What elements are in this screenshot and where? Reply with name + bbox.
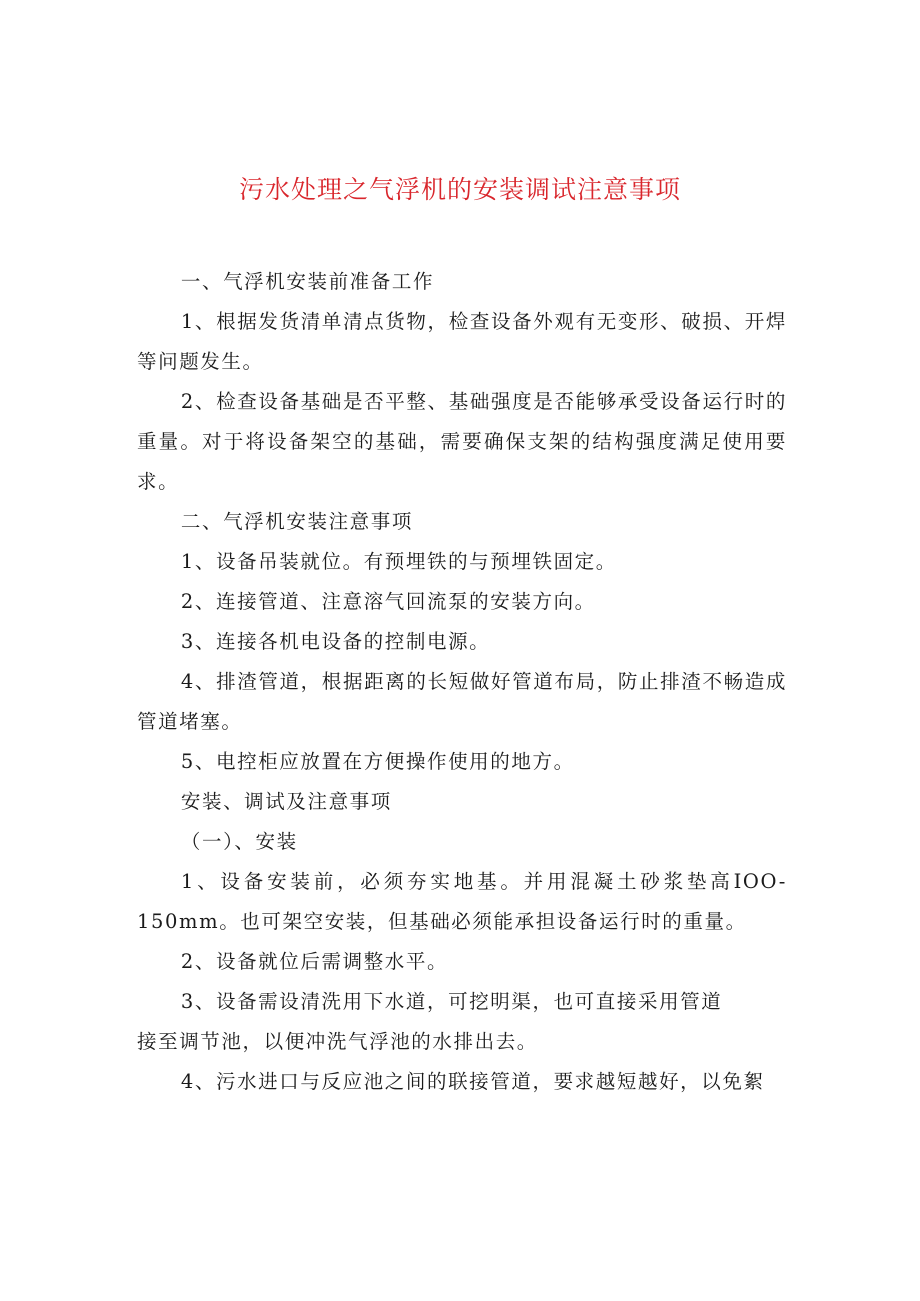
paragraph: 2、设备就位后需调整水平。 xyxy=(180,950,449,973)
section-heading-install-debug: 安装、调试及注意事项 xyxy=(180,790,392,813)
paragraph: 1、设备安装前，必须夯实地基。并用混凝土砂浆垫高IOO-150mm。也可架空安装，但基础必须能承担设备运行时的重量。 xyxy=(137,870,787,933)
document-title: 污水处理之气浮机的安装调试注意事项 xyxy=(238,175,681,204)
paragraph-continuation: 接至调节池，以便冲洗气浮池的水排出去。 xyxy=(137,1030,538,1053)
document-body xyxy=(137,262,787,1102)
paragraph: 3、设备需设清洗用下水道，可挖明渠，也可直接采用管道 xyxy=(180,990,723,1013)
section-heading-installation-notes: 二、气浮机安装注意事项 xyxy=(180,510,413,533)
subsection-heading-install: （一）、安装 xyxy=(180,830,298,853)
section-heading-preparation: 一、气浮机安装前准备工作 xyxy=(180,270,435,293)
paragraph: 4、排渣管道，根据距离的长短做好管道布局，防止排渣不畅造成管道堵塞。 xyxy=(137,670,787,733)
paragraph: 5、电控柜应放置在方便操作使用的地方。 xyxy=(180,750,575,773)
paragraph: 3、连接各机电设备的控制电源。 xyxy=(180,630,491,653)
paragraph: 4、污水进口与反应池之间的联接管道，要求越短越好，以免絮 xyxy=(180,1070,765,1093)
paragraph: 2、检查设备基础是否平整、基础强度是否能够承受设备运行时的重量。对于将设备架空的基础，需要确保支架的结构强度满足使用要求。 xyxy=(137,390,787,493)
paragraph: 1、设备吊装就位。有预埋铁的与预埋铁固定。 xyxy=(180,550,617,573)
paragraph: 2、连接管道、注意溶气回流泵的安装方向。 xyxy=(180,590,596,613)
paragraph: 1、根据发货清单清点货物，检查设备外观有无变形、破损、开焊等问题发生。 xyxy=(137,310,787,373)
